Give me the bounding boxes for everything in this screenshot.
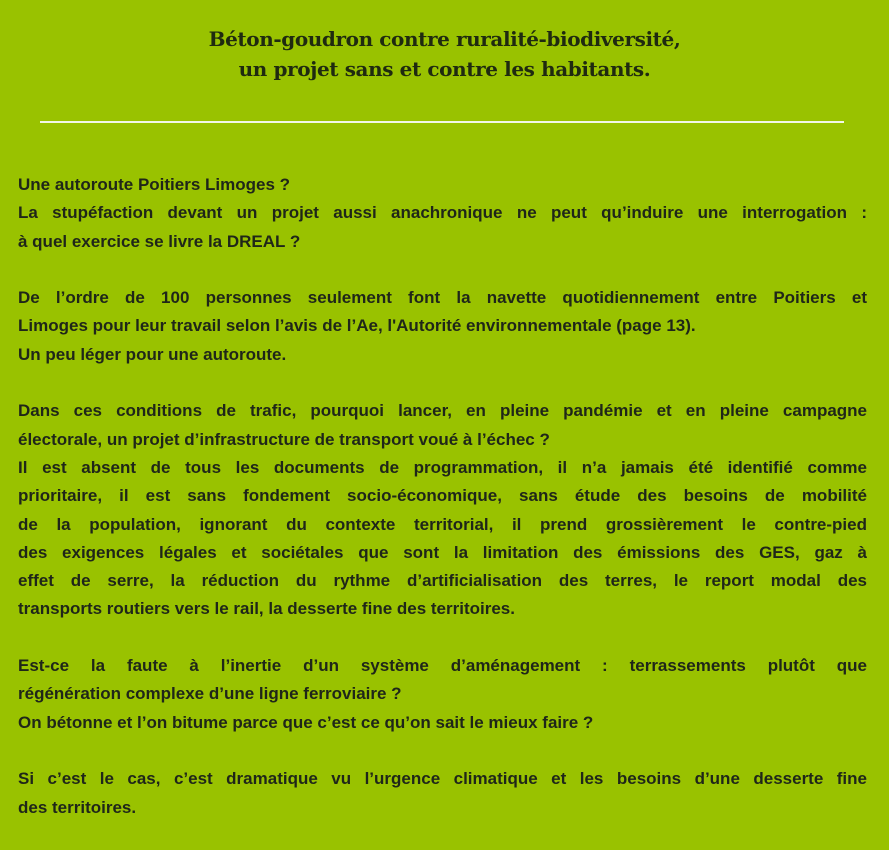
text-line: électorale, un projet d’infrastructure de transport voué à l’échec ?	[18, 429, 550, 449]
text-line: Dans ces conditions de trafic, pourquoi lancer, en pleine pandémie et en pleine campagne	[18, 401, 867, 421]
title-divider	[40, 121, 844, 123]
text-line: Il est absent de tous les documents de programmation, il n’a jamais été identifié comme	[18, 457, 867, 477]
paragraph-2	[18, 284, 867, 369]
title-line-1: Béton-goudron contre ruralité-biodiversité,	[208, 27, 681, 51]
article-body	[18, 171, 867, 850]
page-title	[0, 24, 889, 84]
text-line: régénération complexe d’une ligne ferroviaire ?	[18, 684, 402, 704]
paragraph-3	[18, 397, 867, 623]
text-line: prioritaire, il est sans fondement socio-économique, sans étude des besoins de mobilité	[18, 486, 867, 506]
title-line-2: un projet sans et contre les habitants.	[238, 57, 651, 81]
text-line: Est-ce la faute à l’inertie d’un système d’aménagement : terrassements plutôt que	[18, 656, 867, 676]
paragraph-1	[18, 171, 867, 256]
paragraph-5	[18, 765, 867, 822]
text-line: De l’ordre de 100 personnes seulement font la navette quotidiennement entre Poitiers et	[18, 288, 867, 308]
text-line: des exigences légales et sociétales que sont la limitation des émissions des GES, gaz à	[18, 542, 867, 562]
text-line: de la population, ignorant du contexte territorial, il prend grossièrement le contre-pied	[18, 514, 867, 534]
text-line: Si c’est le cas, c’est dramatique vu l’urgence climatique et les besoins d’une desserte fine	[18, 769, 867, 789]
text-line: Une autoroute Poitiers Limoges ?	[18, 175, 291, 194]
paragraph-4	[18, 652, 867, 737]
text-line: transports routiers vers le rail, la desserte fine des territoires.	[18, 599, 515, 619]
text-line: On bétonne et l’on bitume parce que c’est ce qu’on sait le mieux faire ?	[18, 712, 594, 732]
text-line: des territoires.	[18, 797, 137, 817]
text-line: effet de serre, la réduction du rythme d’artificialisation des terres, le report modal des	[18, 571, 867, 591]
text-line: à quel exercice se livre la DREAL ?	[18, 231, 301, 251]
text-line: Un peu léger pour une autoroute.	[18, 344, 287, 364]
text-line: La stupéfaction devant un projet aussi anachronique ne peut qu’induire une interrogation :	[18, 203, 867, 223]
text-line: Limoges pour leur travail selon l’avis de l’Ae, l'Autorité environnementale (page 13).	[18, 316, 696, 336]
